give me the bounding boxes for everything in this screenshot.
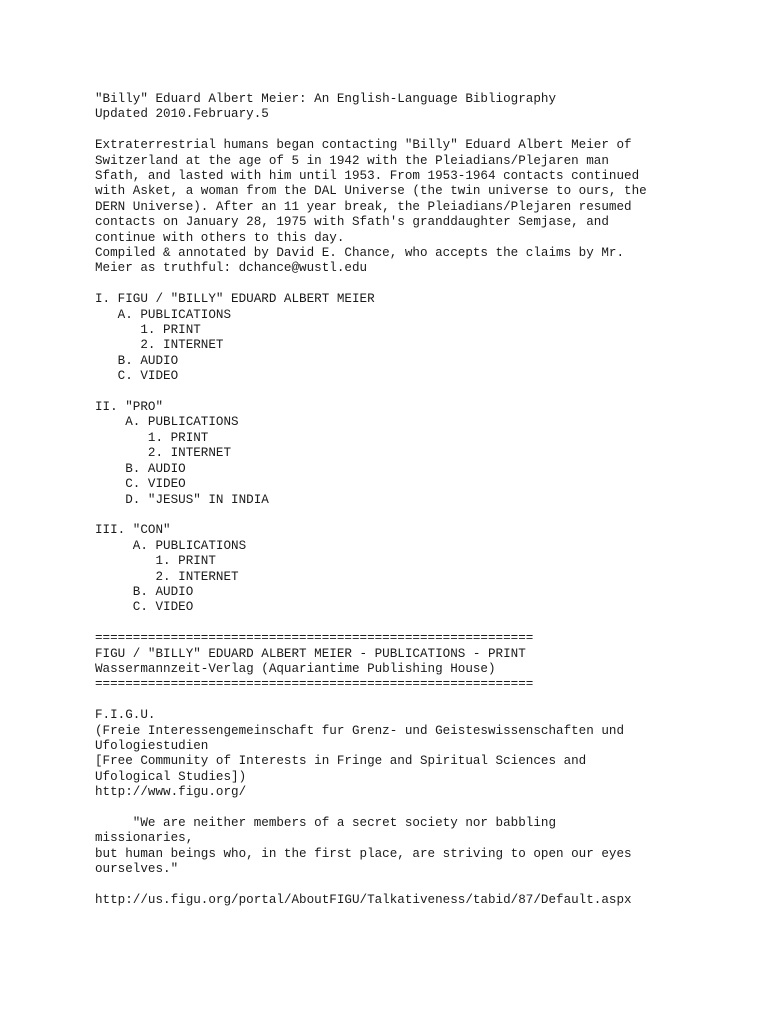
text-line: Sfath, and lasted with him until 1953. From 1953-1964 contacts continued [95, 169, 640, 184]
text-line: 2. INTERNET [95, 338, 224, 353]
text-line: "We are neither members of a secret society nor babbling [95, 815, 557, 830]
text-line[interactable]: http://us.figu.org/portal/AboutFIGU/Talkativeness/tabid/87/Default.aspx [95, 893, 632, 907]
text-line: Wassermannzeit-Verlag (Aquariantime Publishing House) [95, 661, 496, 676]
text-line: FIGU / "BILLY" EDUARD ALBERT MEIER - PUBLICATIONS - PRINT [95, 646, 526, 661]
text-line: II. "PRO" [95, 400, 164, 415]
text-line: Ufological Studies]) [95, 769, 247, 784]
text-line: B. AUDIO [95, 461, 186, 476]
text-line: Ufologiestudien [95, 738, 209, 753]
text-line: I. FIGU / "BILLY" EDUARD ALBERT MEIER [95, 292, 375, 307]
text-line: C. VIDEO [95, 477, 186, 492]
blank-line [95, 508, 735, 523]
text-line: but human beings who, in the first place, are striving to open our eyes [95, 846, 632, 861]
document-text [95, 92, 735, 908]
text-line: contacts on January 28, 1975 with Sfath's granddaughter Semjase, and [95, 215, 609, 230]
text-line: Updated 2010.February.5 [95, 107, 269, 122]
blank-line [95, 277, 735, 292]
text-line: ourselves." [95, 862, 179, 877]
text-line: Switzerland at the age of 5 in 1942 with the Pleiadians/Plejaren man [95, 153, 609, 168]
blank-line [95, 616, 735, 631]
text-line: 1. PRINT [95, 430, 209, 445]
text-line: DERN Universe). After an 11 year break, the Pleiadians/Plejaren resumed [95, 199, 632, 214]
text-line: continue with others to this day. [95, 230, 345, 245]
text-line: with Asket, a woman from the DAL Universe (the twin universe to ours, the [95, 184, 647, 199]
text-line: III. "CON" [95, 523, 171, 538]
text-line: ========================================================== [95, 677, 534, 692]
text-line: Compiled & annotated by David E. Chance, who accepts the claims by Mr. [95, 246, 625, 261]
blank-line [95, 878, 735, 893]
text-line: 2. INTERNET [95, 569, 239, 584]
text-line: Extraterrestrial humans began contacting "Billy" Eduard Albert Meier of [95, 138, 632, 153]
text-line: B. AUDIO [95, 584, 194, 599]
text-line: A. PUBLICATIONS [95, 538, 247, 553]
blank-line [95, 123, 735, 138]
text-line: 2. INTERNET [95, 446, 232, 461]
text-line: "Billy" Eduard Albert Meier: An English-Language Bibliography [95, 92, 557, 106]
text-line: Meier as truthful: dchance@wustl.edu [95, 261, 368, 276]
text-line: [Free Community of Interests in Fringe and Spiritual Sciences and [95, 754, 587, 769]
text-line: (Freie Interessengemeinschaft fur Grenz- und Geisteswissenschaften und [95, 723, 625, 738]
blank-line [95, 693, 735, 708]
text-line: A. PUBLICATIONS [95, 307, 232, 322]
text-line: A. PUBLICATIONS [95, 415, 239, 430]
text-line: D. "JESUS" IN INDIA [95, 492, 269, 507]
text-line: 1. PRINT [95, 323, 201, 338]
text-line: C. VIDEO [95, 369, 179, 384]
text-line: B. AUDIO [95, 353, 179, 368]
blank-line [95, 385, 735, 400]
text-line: F.I.G.U. [95, 708, 156, 723]
blank-line [95, 801, 735, 816]
text-line: C. VIDEO [95, 600, 194, 615]
text-line: 1. PRINT [95, 554, 216, 569]
text-line: ========================================================== [95, 631, 534, 646]
text-line[interactable]: http://www.figu.org/ [95, 785, 247, 800]
text-line: missionaries, [95, 831, 194, 846]
